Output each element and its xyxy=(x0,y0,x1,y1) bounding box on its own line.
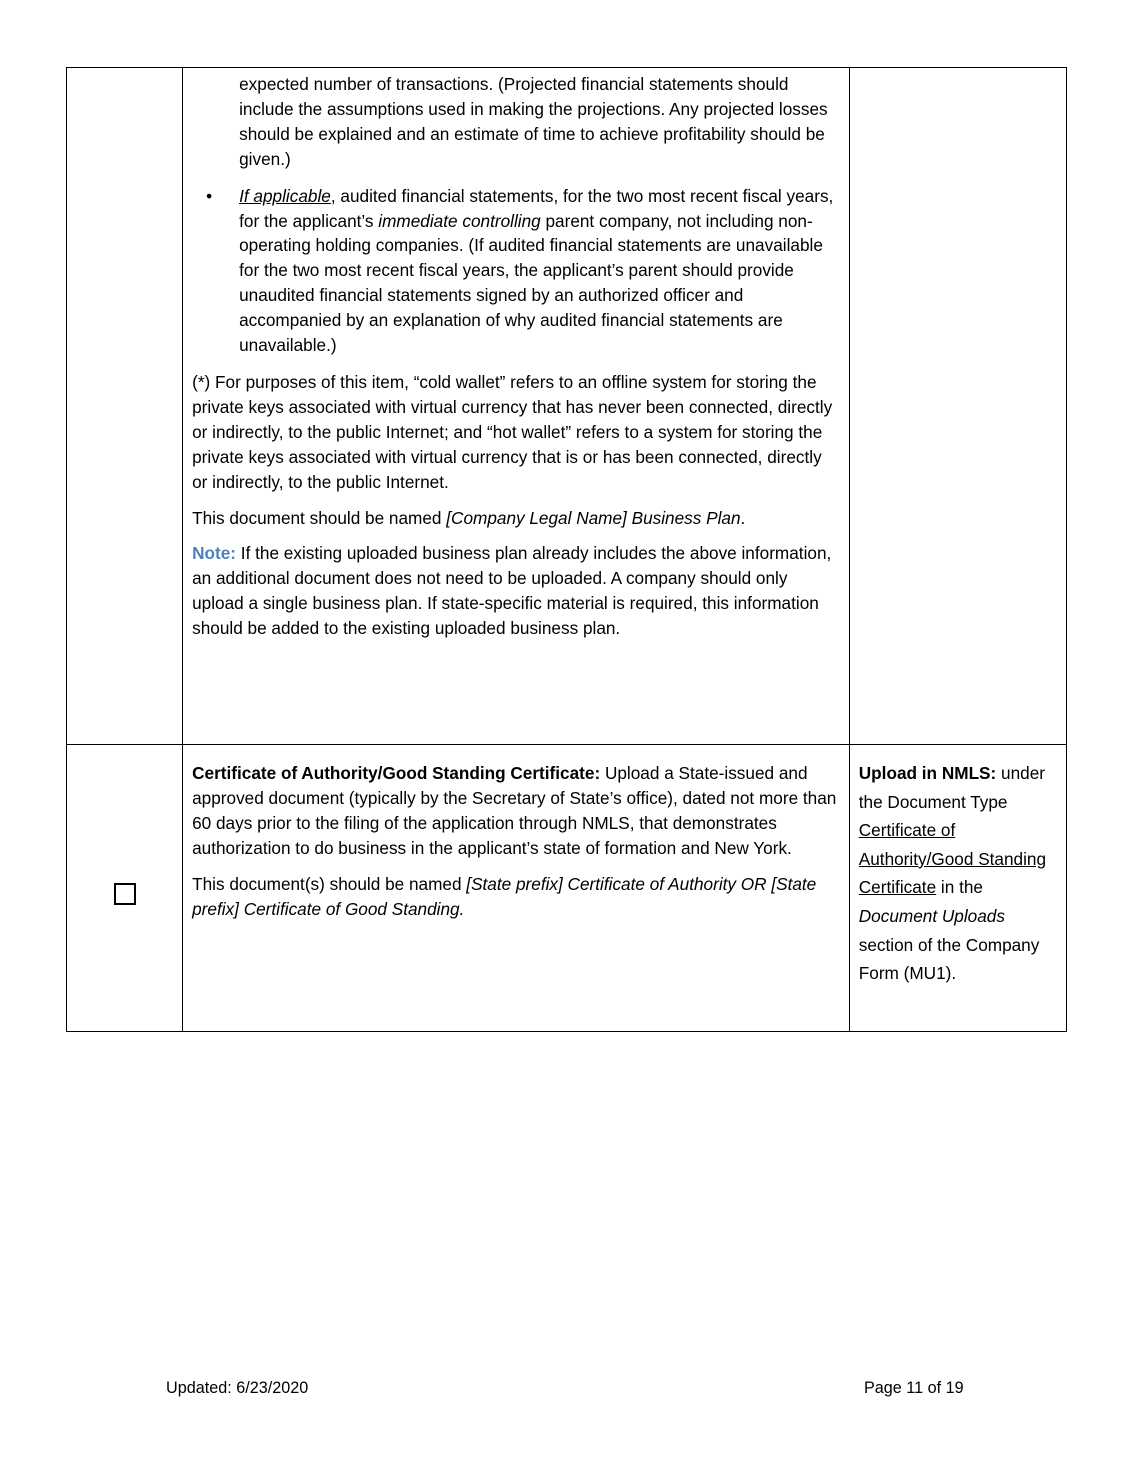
section-name: Document Uploads xyxy=(858,905,1005,926)
upload-text: in the xyxy=(936,877,983,898)
bullet-text: , audited financial statements, for the two most recent fiscal years, for the applicant’s xyxy=(239,185,834,231)
requirement-checkbox[interactable] xyxy=(114,883,136,905)
checkbox-wrap xyxy=(67,745,182,1031)
upload-text: section of the Company Form (MU1). xyxy=(858,934,1040,984)
document-type-link[interactable]: Certificate of Authority/Good Standing Certificate xyxy=(858,820,1047,898)
bullet-icon: • xyxy=(206,185,213,206)
updated-date: Updated: 6/23/2020 xyxy=(166,1379,309,1397)
bullet-italic-text: immediate controlling xyxy=(378,210,541,231)
if-applicable-text: If applicable xyxy=(239,185,331,206)
upload-text: under the Document Type xyxy=(858,763,1045,812)
note-label: Note: xyxy=(192,543,237,564)
requirement-title: Certificate of Authority/Good Standing Certificate: xyxy=(192,763,601,783)
document-name: [State prefix] Certificate of Authority OR [State prefix] Certificate of Good Standing. xyxy=(192,873,817,919)
document-name: [Company Legal Name] Business Plan xyxy=(446,507,741,528)
upload-cell-empty xyxy=(849,68,1066,745)
list-item xyxy=(192,184,839,358)
checkbox-cell xyxy=(67,745,183,1032)
naming-prefix: This document(s) should be named xyxy=(192,873,467,894)
requirement-description-cell xyxy=(183,745,850,1032)
naming-paragraph xyxy=(192,872,839,922)
naming-paragraph xyxy=(192,506,839,531)
bullet-text: expected number of transactions. (Projected financial statements should include the assumptions used in making the projections. Any projected losses should be explained and an estimate of time to achieve profitability should be given.) xyxy=(239,74,828,169)
requirement-description-cell xyxy=(183,68,850,745)
table-row xyxy=(67,745,1067,1032)
requirements-table xyxy=(66,67,1067,1032)
list-item xyxy=(192,72,839,172)
page-number: Page 11 of 19 xyxy=(864,1379,964,1397)
footnote-paragraph: (*) For purposes of this item, “cold wallet” refers to an offline system for storing the private keys associated with virtual currency that has never been connected, directly or indirectly, to the public Internet; and “hot wallet” refers to a system for storing the private keys associated with virtual currency that is or has been connected, directly or indirectly, to the public Internet. xyxy=(192,371,833,492)
bullet-text: parent company, not including non-operating holding companies. (If audited financial statements are unavailable for the two most recent fiscal years, the applicant’s parent should provide unaudited financial statements signed by an authorized officer and accompanied by an explanation of why audited financial statements are unavailable.) xyxy=(239,210,823,356)
checkbox-cell-empty xyxy=(67,68,183,745)
table-row xyxy=(67,68,1067,745)
note-text: If the existing uploaded business plan already includes the above information, an additional document does not need to be uploaded. A company should only upload a single business plan. If state-specific material is required, this information should be added to the existing uploaded business plan. xyxy=(192,543,832,639)
naming-prefix: This document should be named xyxy=(192,507,447,528)
naming-suffix: . xyxy=(740,507,746,528)
requirement-description: Upload a State-issued and approved document (typically by the Secretary of State’s office), dated not more than 60 days prior to the filing of the application through NMLS, that demonstrates authorization to do business in the applicant’s state of formation and New York. xyxy=(192,763,837,858)
upload-label: Upload in NMLS: xyxy=(858,763,997,783)
bullet-list xyxy=(192,72,839,358)
upload-instructions-cell xyxy=(849,745,1066,1032)
note-paragraph xyxy=(192,541,839,641)
requirement-paragraph xyxy=(192,761,839,861)
